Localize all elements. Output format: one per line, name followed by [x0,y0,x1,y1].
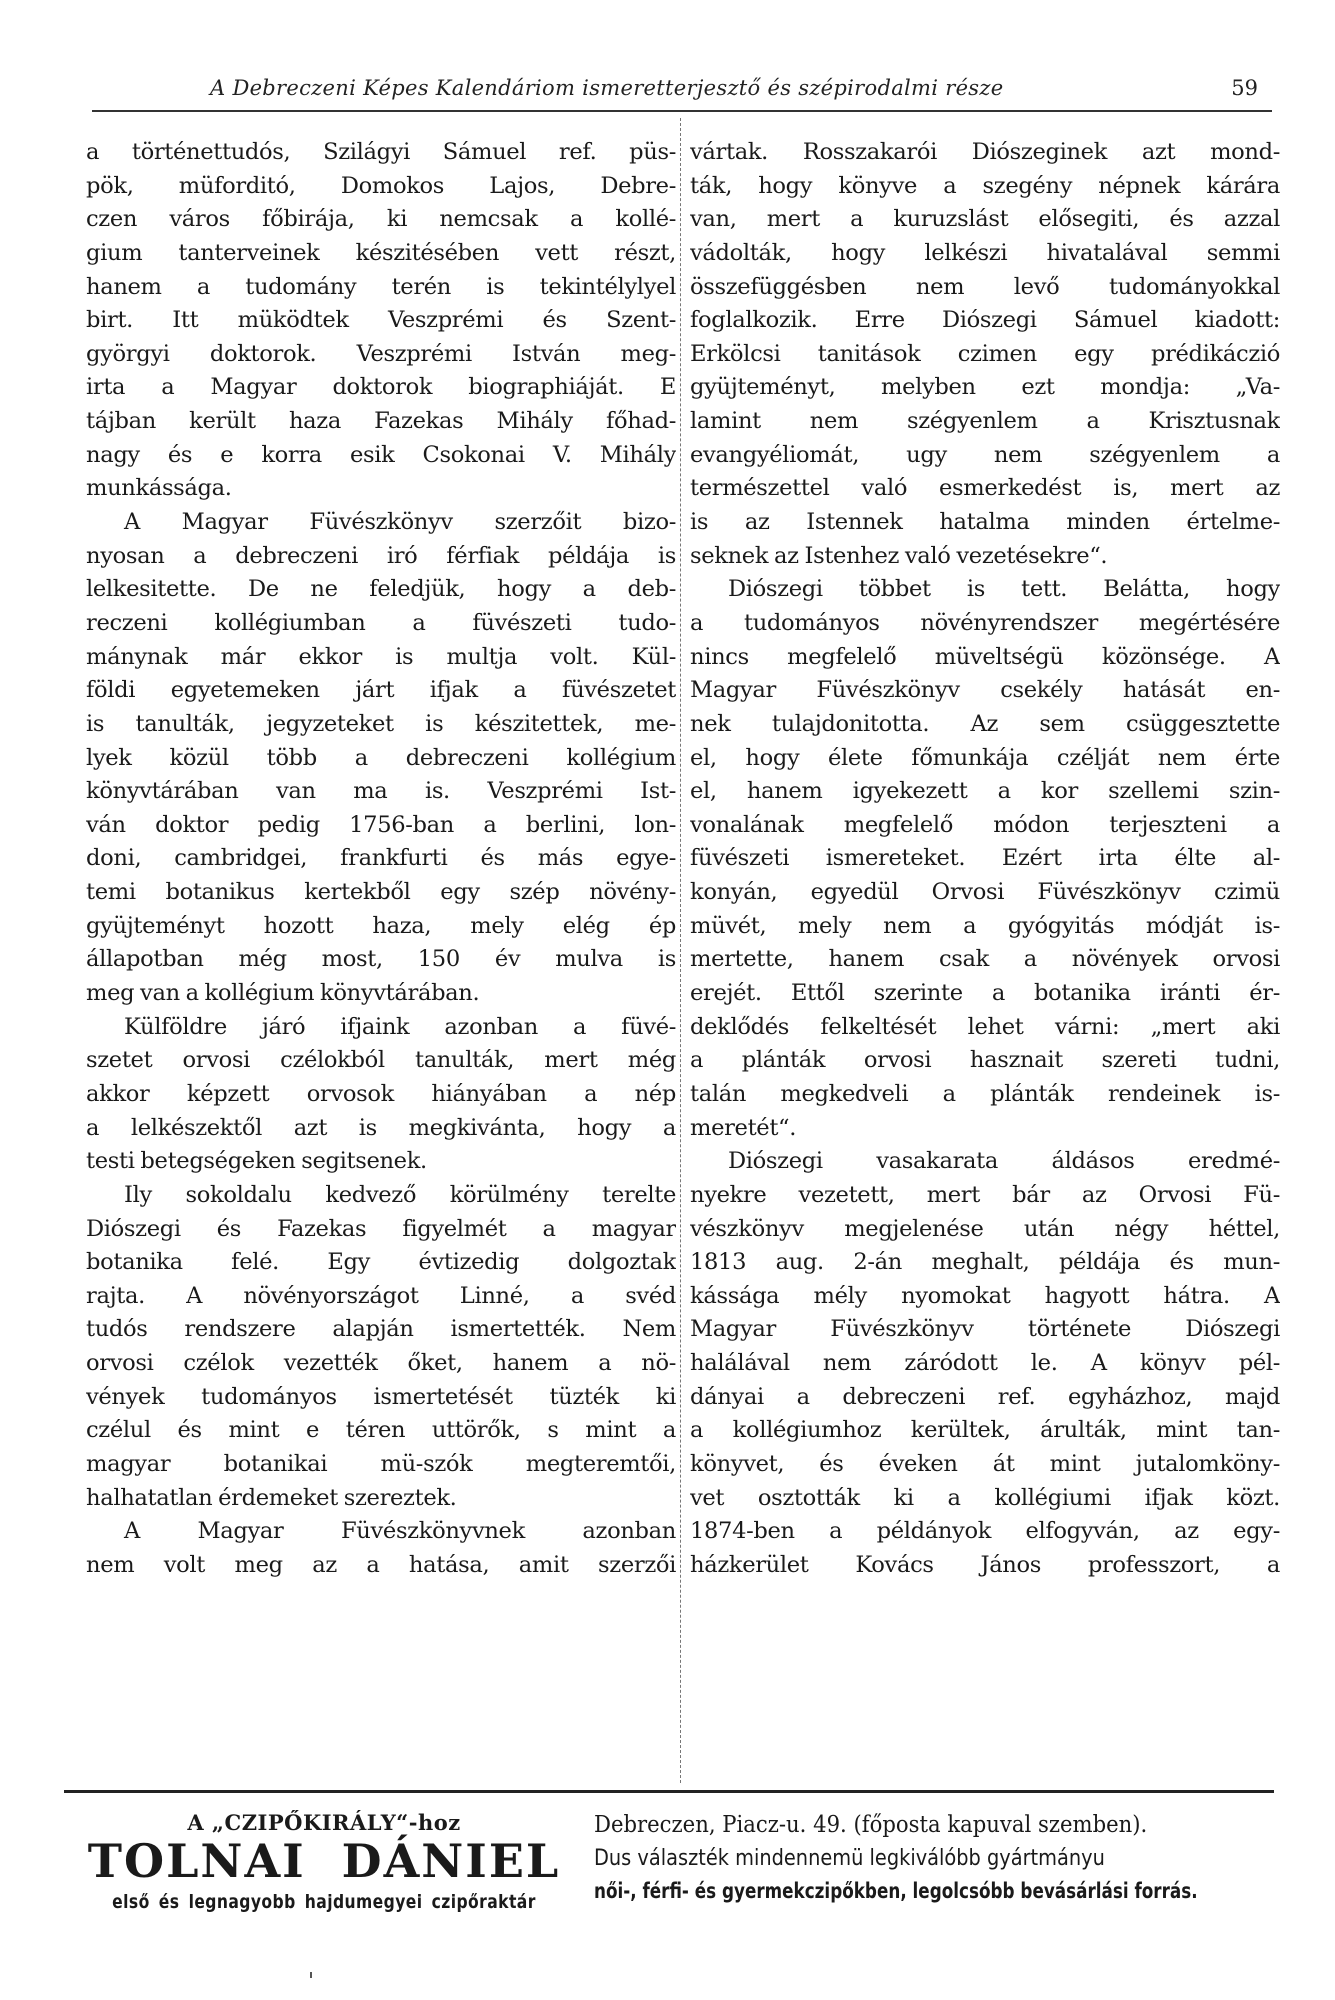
text-line: orvosi czélok vezették őket, hanem a nö- [86,1350,676,1377]
text-line: Magyar Füvészkönyv története Diószegi [690,1316,1280,1343]
text-line: Diószegi és Fazekas figyelmét a magyar [86,1215,676,1242]
text-line: gyüjteményt, melyben ezt mondja: „Va- [690,374,1280,401]
text-line: vártak. Rosszakarói Diószeginek azt mond- [690,139,1280,165]
text-line: a lelkészektől azt is megkivánta, hogy a [86,1114,676,1141]
text-line: meg van a kollégium könyvtárában. [86,980,480,1007]
text-line: konyán, egyedül Orvosi Füvészkönyv czimü [690,879,1280,906]
text-line: van, mert a kuruzslást elősegiti, és azzal [690,206,1280,233]
text-line: pök, müforditó, Domokos Lajos, Debre- [86,172,676,199]
running-header [90,68,1270,108]
text-line: dányai a debreczeni ref. egyházhoz, majd [690,1383,1280,1410]
ad-subtitle: első és legnagyobb hajdumegyei czipőraktár [112,1891,536,1913]
header-title: A Debreczeni Képes Kalendáriom ismeretterjesztő és szépirodalmi része [210,76,1004,100]
text-line: mánynak már ekkor is multja volt. Kül- [86,643,676,670]
text-line: czélul és mint e téren uttörők, s mint a [86,1417,676,1444]
text-line: lamint nem szégyenlem a Krisztusnak [690,408,1280,435]
header-rule [92,110,1272,112]
text-line: a kollégiumhoz kerültek, árulták, mint tan- [690,1417,1280,1444]
column-divider [680,118,681,1783]
text-line: vészkönyv megjelenése után négy héttel, [690,1215,1280,1242]
text-line: gyüjteményt hozott haza, mely elég ép [86,912,676,939]
text-line: foglalkozik. Erre Diószegi Sámuel kiadott: [690,307,1280,334]
text-line: Diószegi vasakarata áldásos eredmé- [728,1148,1280,1175]
text-line: a történettudós, Szilágyi Sámuel ref. püs- [86,139,676,165]
text-line: doni, cambridgei, frankfurti és más egye- [86,845,676,872]
text-line: Ily sokoldalu kedvező körülmény terelte [124,1181,676,1208]
text-line: talán megkedveli a plánták rendeinek is- [690,1080,1280,1107]
text-line: magyar botanikai mü-szók megteremtői, [86,1450,676,1477]
text-line: el, hogy élete főmunkája czélját nem érte [690,744,1280,771]
text-line: állapotban még most, 150 év mulva is [86,946,676,973]
text-line: lyek közül több a debreczeni kollégium [86,744,676,771]
text-line: szetet orvosi czélokból tanulták, mert még [86,1047,676,1074]
text-line: irta a Magyar doktorok biographiáját. E [86,374,676,401]
text-line: természettel való esmerkedést is, mert az [690,475,1280,502]
text-line: testi betegségeken segitsenek. [86,1148,427,1175]
text-line: tudós rendszere alapján ismertették. Nem [86,1316,676,1343]
text-line: nyosan a debreczeni iró férfiak példája is [86,542,676,569]
text-line: erejét. Ettől szerinte a botanika iránti ér- [690,980,1280,1007]
page-number: 59 [1231,76,1258,100]
text-line: lelkesitette. De ne feledjük, hogy a deb- [86,576,676,603]
ad-details-block [594,1800,1274,1903]
text-line: Magyar Füvészkönyv csekély hatását en- [690,677,1280,704]
text-line: ván doktor pedig 1756-ban a berlini, lon- [86,811,676,838]
text-line: Diószegi többet is tett. Belátta, hogy [728,576,1280,603]
footer-rule [64,1790,1274,1793]
text-line: reczeni kollégiumban a füvészeti tudo- [86,609,676,636]
text-line: könyvtárában van ma is. Veszprémi Ist- [86,778,676,805]
text-line: hanem a tudomány terén is tekintélylyel [86,273,676,300]
text-line: is az Istennek hatalma minden értelme- [690,509,1280,536]
text-line: Erkölcsi tanitások czimen egy prédikáczió [690,340,1280,367]
text-line: A Magyar Füvészkönyvnek azonban [124,1518,676,1545]
text-line: seknek az Istenhez való vezetésekre“. [690,542,1108,569]
text-line: mertette, hanem csak a növények orvosi [690,946,1280,973]
text-line: földi egyetemeken járt ifjak a füvészetet [86,677,676,704]
text-line: temi botanikus kertekből egy szép növény- [86,879,676,906]
text-line: el, hanem igyekezett a kor szellemi szin- [690,778,1280,805]
text-line: könyvet, és éveken át mint jutalomköny- [690,1450,1280,1477]
text-line: müvét, mely nem a gyógyitás módját is- [690,912,1280,939]
text-line: halálával nem záródott le. A könyv pél- [690,1350,1280,1377]
text-line: 1813 aug. 2-án meghalt, példája és mun- [690,1249,1280,1276]
text-line: a tudományos növényrendszer megértésére [690,609,1280,636]
text-line: vények tudományos ismertetését tüzték ki [86,1383,676,1410]
ad-kicker: A „CZIPŐKIRÁLY“-hoz [187,1810,461,1835]
print-speck [310,1972,312,1978]
text-line: A Magyar Füvészkönyv szerzőit bizo- [124,509,676,536]
text-line: nek tulajdonitotta. Az sem csüggesztette [690,710,1280,737]
text-line: 1874-ben a példányok elfogyván, az egy- [690,1518,1280,1545]
text-line: munkássága. [86,475,232,502]
text-line: evangyéliomát, ugy nem szégyenlem a [690,441,1280,468]
ad-tagline: női-, férfi- és gyermekczipőkben, legolcsóbb bevásárlási forrás. [594,1879,1198,1903]
text-line: házkerület Kovács János professzort, a [690,1551,1280,1578]
text-line: botanika felé. Egy évtizedig dolgoztak [86,1249,676,1276]
advertisement [64,1800,1274,1920]
text-line: czen város főbirája, ki nemcsak a kollé- [86,206,676,233]
text-line: összefüggésben nem levő tudományokkal [690,273,1280,300]
text-line: vonalának megfelelő módon terjeszteni a [690,811,1280,838]
text-line: Külföldre járó ifjaink azonban a füvé- [124,1013,676,1040]
ad-address: Debreczen, Piacz-u. 49. (főposta kapuval szemben). [594,1812,1148,1838]
text-line: birt. Itt müködtek Veszprémi és Szent- [86,307,676,334]
text-line: gium tanterveinek készitésében vett részt, [86,239,676,266]
text-line: ták, hogy könyve a szegény népnek kárára [690,172,1280,199]
ad-description: Dus választék mindennemü legkiválóbb gyártmányu [594,1846,1105,1871]
text-line: meretét“. [690,1114,797,1141]
text-line: nem volt meg az a hatása, amit szerzői [86,1551,676,1578]
text-line: nyekre vezetett, mert bár az Orvosi Fü- [690,1181,1280,1208]
ad-brand-block [64,1800,584,1913]
text-line: györgyi doktorok. Veszprémi István meg- [86,340,676,367]
text-line: deklődés felkeltését lehet várni: „mert aki [690,1013,1280,1040]
text-line: vet osztották ki a kollégiumi ifjak közt. [690,1484,1280,1511]
text-line: kássága mély nyomokat hagyott hátra. A [690,1282,1280,1309]
text-line: vádolták, hogy lelkészi hivatalával semmi [690,239,1280,266]
text-line: nincs megfelelő müveltségü közönsége. A [690,643,1280,670]
right-column [690,136,1280,1583]
left-column [86,136,676,1583]
ad-shop-name: TOLNAI DÁNIEL [87,1834,561,1888]
text-line: a plánták orvosi hasznait szereti tudni, [690,1047,1280,1074]
text-line: halhatatlan érdemeket szereztek. [86,1484,457,1511]
text-line: nagy és e korra esik Csokonai V. Mihály [86,441,676,468]
text-line: is tanulták, jegyzeteket is készitettek, me- [86,710,676,737]
text-line: füvészeti ismereteket. Ezért irta élte al- [690,845,1280,872]
text-line: tájban került haza Fazekas Mihály főhad- [86,408,676,435]
text-line: rajta. A növényországot Linné, a svéd [86,1282,676,1309]
text-line: akkor képzett orvosok hiányában a nép [86,1080,676,1107]
